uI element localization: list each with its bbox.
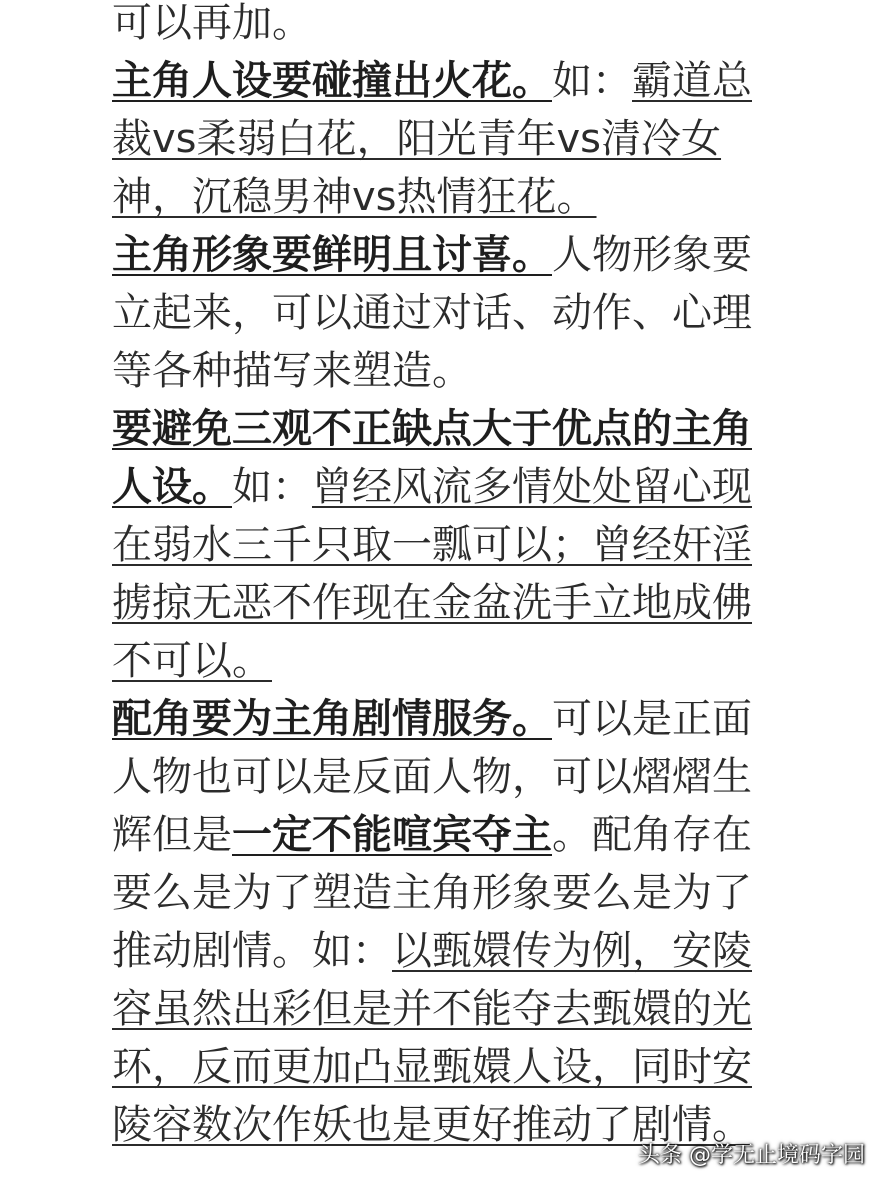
body-text: 可以再加。 [112,0,312,46]
body-text: 可以是正面 [552,696,752,742]
text-line [112,0,812,52]
text-line [112,110,812,168]
text-line [112,748,812,806]
text-line [112,342,812,400]
emphasis-text: 配角要为主角剧情服务。 [112,696,552,742]
text-line [112,400,812,458]
body-text: 如： [552,58,632,104]
text-line [112,458,812,516]
text-line [112,284,812,342]
watermark: 头条 @学无止境码字园 [638,1143,865,1168]
underlined-text: 神，沉稳男神vs热情狂花。 [112,174,597,220]
underlined-text: 容虽然出彩但是并不能夺去甄嬛的光 [112,986,752,1032]
body-text: 。配角存在 [552,812,752,858]
text-line [112,168,812,226]
underlined-text: 以甄嬛传为例，安陵 [392,928,752,974]
emphasis-text: 主角形象要鲜明且讨喜。 [112,232,552,278]
text-line [112,864,812,922]
article-body [112,0,812,1154]
underlined-text: 掳掠无恶不作现在金盆洗手立地成佛 [112,580,752,626]
text-line [112,690,812,748]
emphasis-text: 一定不能喧宾夺主 [232,812,552,858]
body-text: 人物也可以是反面人物，可以熠熠生 [112,754,752,800]
underlined-text: 霸道总 [632,58,752,104]
underlined-text: 裁vs柔弱白花，阳光青年vs清冷女 [112,116,722,162]
emphasis-text: 人设。 [112,464,232,510]
underlined-text: 环，反而更加凸显甄嬛人设，同时安 [112,1044,752,1090]
underlined-text: 曾经风流多情处处留心现 [312,464,752,510]
body-text: 如： [232,464,312,510]
text-line [112,574,812,632]
body-text: 立起来，可以通过对话、动作、心理 [112,290,752,336]
underlined-text: 陵容数次作妖也是更好推动了剧情。 [112,1102,752,1148]
body-text: 要么是为了塑造主角形象要么是为了 [112,870,752,916]
text-line [112,980,812,1038]
underlined-text: 不可以。 [112,638,272,684]
text-line [112,226,812,284]
emphasis-text: 主角人设要碰撞出火花。 [112,58,552,104]
body-text: 人物形象要 [552,232,752,278]
body-text: 辉但是 [112,812,232,858]
text-line [112,922,812,980]
text-line [112,632,812,690]
underlined-text: 在弱水三千只取一瓢可以；曾经奸淫 [112,522,752,568]
text-line [112,806,812,864]
body-text: 等各种描写来塑造。 [112,348,472,394]
text-line [112,1038,812,1096]
text-line [112,52,812,110]
body-text: 推动剧情。如： [112,928,392,974]
emphasis-text: 要避免三观不正缺点大于优点的主角 [112,406,752,452]
text-line [112,516,812,574]
